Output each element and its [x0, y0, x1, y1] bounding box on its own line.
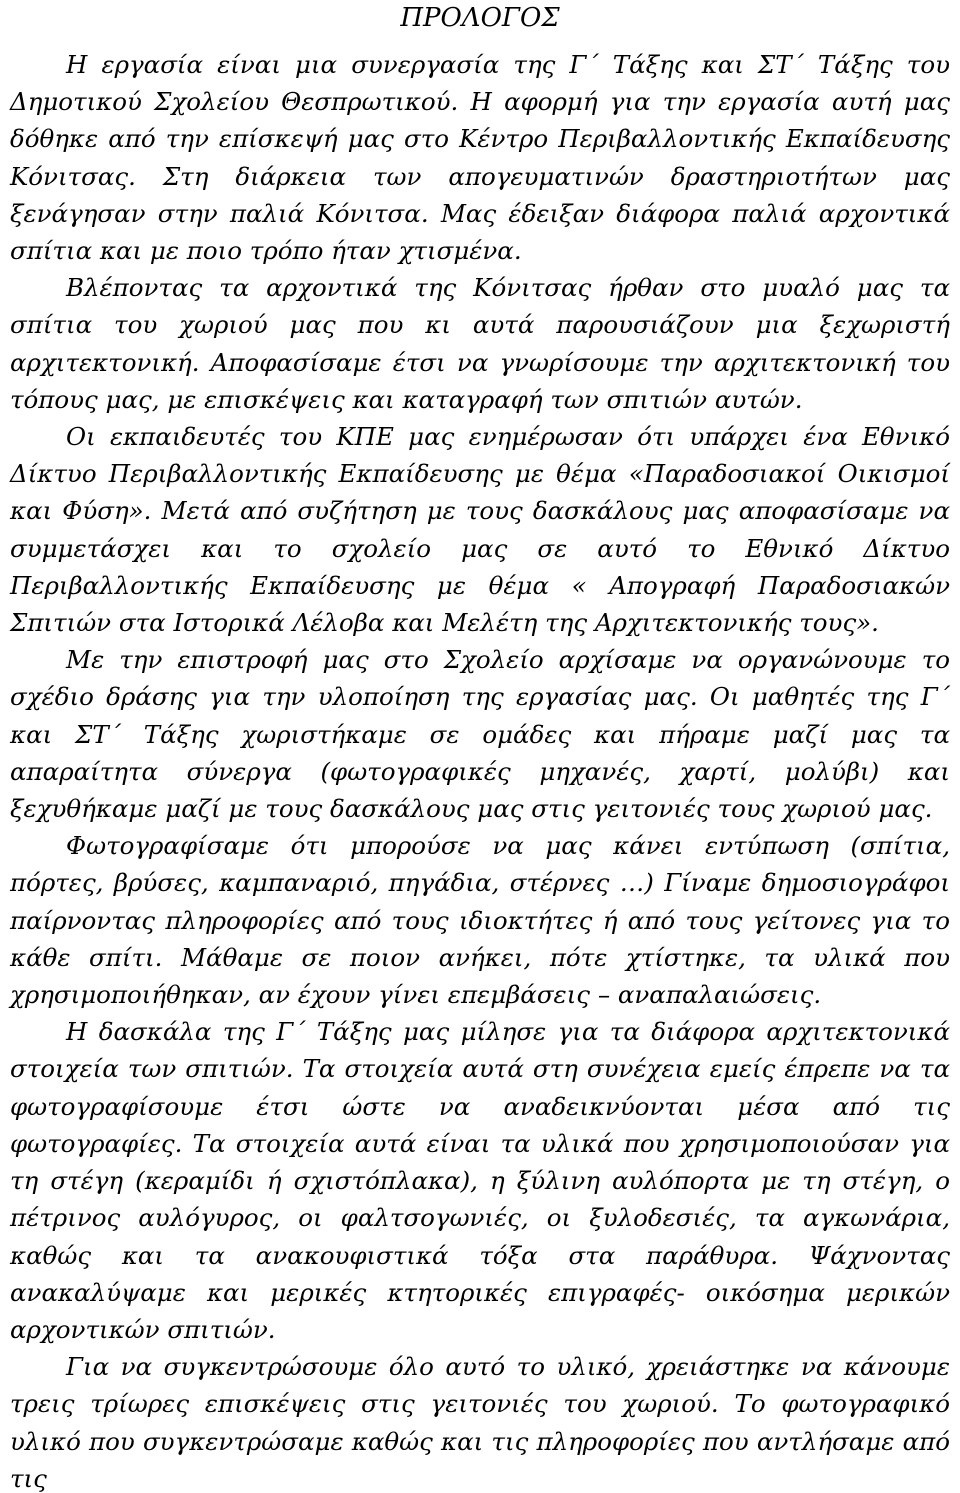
paragraph-7: Για να συγκεντρώσουμε όλο αυτό το υλικό, χρειάστηκε να κάνουμε τρεις τρίωρες επισκέψεις στις γειτονιές του χωριού. Το φωτογραφικό υλικό που συγκεντρώσαμε καθώς και τις πληροφορίες που αντλήσαμε από τις	[10, 1352, 950, 1493]
paragraph-2: Βλέποντας τα αρχοντικά της Κόνιτσας ήρθαν στο μυαλό μας τα σπίτια του χωριού μας που κι αυτά παρουσιάζουν μια ξεχωριστή αρχιτεκτονική. Αποφασίσαμε έτσι να γνωρίσουμε την αρχιτεκτονική του τόπους μας, με επισκέψεις και καταγραφή των σπιτιών αυτών.	[10, 273, 950, 414]
paragraph-3: Οι εκπαιδευτές του ΚΠΕ μας ενημέρωσαν ότι υπάρχει ένα Εθνικό Δίκτυο Περιβαλλοντικής Εκπαίδευσης με θέμα «Παραδοσιακοί Οικισμοί και Φύση». Μετά από συζήτηση με τους δασκάλους μας αποφασίσαμε να συμμετάσχει και το σχολείο μας σε αυτό το Εθνικό Δίκτυο Περιβαλλοντικής Εκπαίδευσης με θέμα « Απογραφή Παραδοσιακών Σπιτιών στα Ιστορικά Λέλοβα και Μελέτη της Αρχιτεκτονικής τους».	[10, 422, 950, 638]
paragraph-1: Η εργασία είναι μια συνεργασία της Γ΄ Τάξης και ΣΤ΄ Τάξης του Δημοτικού Σχολείου Θεσπρωτικού. Η αφορμή για την εργασία αυτή μας δόθηκε από την επίσκεψή μας στο Κέντρο Περιβαλλοντικής Εκπαίδευσης Κόνιτσας. Στη διάρκεια των απογευματινών δραστηριοτήτων μας ξενάγησαν στην παλιά Κόνιτσα. Μας έδειξαν διάφορα παλιά αρχοντικά σπίτια και με ποιο τρόπο ήταν χτισμένα.	[10, 50, 950, 266]
paragraph-5: Φωτογραφίσαμε ότι μπορούσε να μας κάνει εντύπωση (σπίτια, πόρτες, βρύσες, καμπαναριό, πηγάδια, στέρνες …) Γίναμε δημοσιογράφοι παίρνοντας πληροφορίες από τους ιδιοκτήτες ή από τους γείτονες για το κάθε σπίτι. Μάθαμε σε ποιον ανήκει, πότε χτίστηκε, τα υλικά που χρησιμοποιήθηκαν, αν έχουν γίνει επεμβάσεις – αναπαλαιώσεις.	[10, 831, 950, 1010]
paragraph-6: Η δασκάλα της Γ΄ Τάξης μας μίλησε για τα διάφορα αρχιτεκτονικά στοιχεία των σπιτιών. Τα στοιχεία αυτά στη συνέχεια εμείς έπρεπε να τα φωτογραφίσουμε έτσι ώστε να αναδεικνύονται μέσα από τις φωτογραφίες. Τα στοιχεία αυτά είναι τα υλικά που χρησιμοποιούσαν για τη στέγη (κεραμίδι ή σχιστόπλακα), η ξύλινη αυλόπορτα με τη στέγη, ο πέτρινος αυλόγυρος, οι φαλτσογωνιές, οι ξυλοδεσιές, τα αγκωνάρια, καθώς και τα ανακουφιστικά τόξα στα παράθυρα. Ψάχνοντας ανακαλύψαμε και μερικές κτητορικές επιγραφές- οικόσημα μερικών αρχοντικών σπιτιών.	[10, 1017, 950, 1344]
page-title: ΠΡΟΛΟΓΟΣ	[400, 3, 560, 33]
paragraph-4: Με την επιστροφή μας στο Σχολείο αρχίσαμε να οργανώνουμε το σχέδιο δράσης για την υλοποίηση της εργασίας μας. Οι μαθητές της Γ΄ και ΣΤ΄ Τάξης χωριστήκαμε σε ομάδες και πήραμε μαζί μας τα απαραίτητα σύνεργα (φωτογραφικές μηχανές, χαρτί, μολύβι) και ξεχυθήκαμε μαζί με τους δασκάλους μας στις γειτονιές τους χωριού μας.	[10, 645, 950, 824]
